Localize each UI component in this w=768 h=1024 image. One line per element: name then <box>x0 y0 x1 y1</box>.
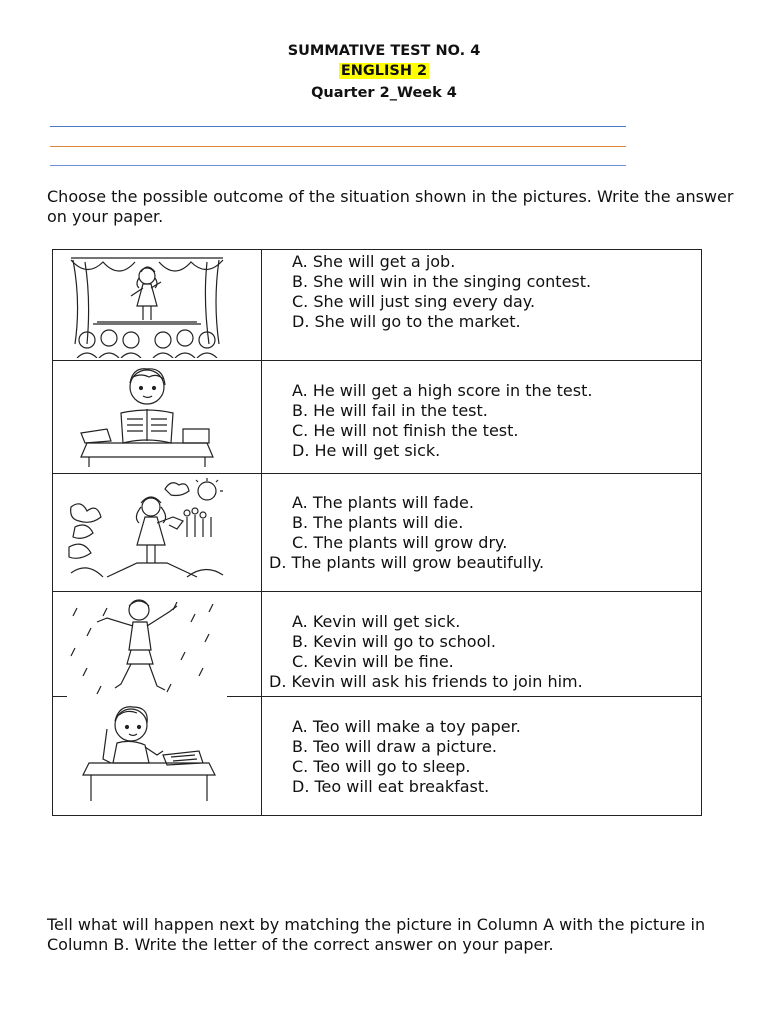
choice-b: B. Kevin will go to school. <box>292 632 496 651</box>
subject-highlight: ENGLISH 2 <box>340 63 428 79</box>
choice-b: B. He will fail in the test. <box>292 401 488 420</box>
table-row-divider <box>53 473 701 474</box>
choice-b: B. Teo will draw a picture. <box>292 737 497 756</box>
test-title: SUMMATIVE TEST NO. 4 <box>287 43 481 59</box>
choice-d: D. The plants will grow beautifully. <box>269 553 545 572</box>
choice-b: B. She will win in the singing contest. <box>292 272 592 291</box>
quarter-week-label: Quarter 2_Week 4 <box>311 85 457 101</box>
choice-c: C. He will not finish the test. <box>292 421 519 440</box>
name-line <box>50 146 626 147</box>
choice-c: C. The plants will grow dry. <box>292 533 508 552</box>
choice-c: C. Teo will go to sleep. <box>292 757 471 776</box>
boy-reading-book-icon <box>67 363 227 469</box>
choice-a: A. Teo will make a toy paper. <box>292 717 521 736</box>
question-table <box>52 249 702 816</box>
choice-d: D. Kevin will ask his friends to join him. <box>269 672 583 691</box>
girl-watering-garden-icon <box>67 477 227 583</box>
question-1-choices <box>292 252 591 332</box>
question-2-choices <box>292 381 592 461</box>
choice-c: C. She will just sing every day. <box>292 292 536 311</box>
choice-d: D. She will go to the market. <box>292 312 521 331</box>
name-line <box>50 126 626 127</box>
name-line <box>50 165 626 166</box>
boy-writing-at-desk-icon <box>67 699 227 805</box>
choice-a: A. The plants will fade. <box>292 493 474 512</box>
table-column-divider <box>261 250 262 815</box>
choice-a: A. Kevin will get sick. <box>292 612 461 631</box>
choice-d: D. Teo will eat breakfast. <box>292 777 490 796</box>
question-4-choices <box>269 612 583 692</box>
question-3-choices <box>269 493 544 573</box>
instruction-part-1: Choose the possible outcome of the situation shown in the pictures. Write the answer on your paper. <box>47 187 734 226</box>
choice-c: C. Kevin will be fine. <box>292 652 454 671</box>
choice-b: B. The plants will die. <box>292 513 464 532</box>
instruction-part-2: Tell what will happen next by matching the picture in Column A with the picture in Column B. Write the letter of the correct answer on your paper. <box>47 915 706 954</box>
table-row-divider <box>53 360 701 361</box>
choice-a: A. He will get a high score in the test. <box>292 381 593 400</box>
subject-title <box>0 63 768 79</box>
table-row-divider <box>53 591 701 592</box>
choice-a: A. She will get a job. <box>292 252 456 271</box>
boy-in-rain-icon <box>67 594 227 700</box>
choice-d: D. He will get sick. <box>292 441 441 460</box>
girl-singing-on-stage-icon <box>67 252 227 358</box>
question-5-choices <box>292 717 521 797</box>
